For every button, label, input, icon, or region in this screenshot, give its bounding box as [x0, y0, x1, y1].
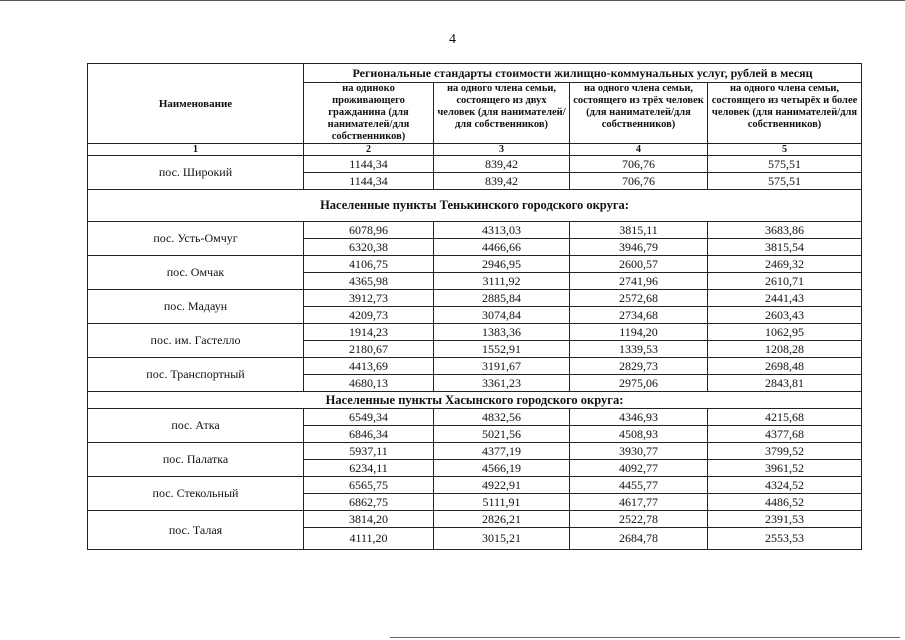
cost-cell: 3946,79 — [570, 239, 708, 256]
cost-cell: 4365,98 — [304, 273, 434, 290]
cost-cell: 5021,56 — [434, 426, 570, 443]
cost-cell: 4346,93 — [570, 409, 708, 426]
header-number: 5 — [708, 144, 862, 156]
header-number: 1 — [88, 144, 304, 156]
table-row — [88, 477, 862, 494]
cost-cell: 6565,75 — [304, 477, 434, 494]
cost-cell: 2180,67 — [304, 341, 434, 358]
cost-cell: 2684,78 — [570, 528, 708, 550]
settlement-name: пос. Талая — [88, 511, 304, 550]
cost-cell: 6320,38 — [304, 239, 434, 256]
header-number: 3 — [434, 144, 570, 156]
cost-cell: 3074,84 — [434, 307, 570, 324]
cost-cell: 4209,73 — [304, 307, 434, 324]
cost-cell: 3015,21 — [434, 528, 570, 550]
cost-cell: 4832,56 — [434, 409, 570, 426]
page-number: 4 — [449, 32, 456, 47]
cost-cell: 4455,77 — [570, 477, 708, 494]
cost-cell: 1383,36 — [434, 324, 570, 341]
settlement-name: пос. им. Гастелло — [88, 324, 304, 358]
cost-cell: 1339,53 — [570, 341, 708, 358]
cost-cell: 706,76 — [570, 173, 708, 190]
cost-cell: 2698,48 — [708, 358, 862, 375]
cost-cell: 2843,81 — [708, 375, 862, 392]
cost-cell: 2469,32 — [708, 256, 862, 273]
cost-cell: 839,42 — [434, 173, 570, 190]
table-row — [88, 358, 862, 375]
cost-cell: 5111,91 — [434, 494, 570, 511]
cost-cell: 4413,69 — [304, 358, 434, 375]
cost-cell: 4922,91 — [434, 477, 570, 494]
section-title: Населенные пункты Тенькинского городского округа: — [88, 190, 862, 222]
cost-cell: 4092,77 — [570, 460, 708, 477]
cost-cell: 4680,13 — [304, 375, 434, 392]
cost-cell: 3799,52 — [708, 443, 862, 460]
cost-cell: 2522,78 — [570, 511, 708, 528]
cost-cell: 2603,43 — [708, 307, 862, 324]
table-row — [88, 511, 862, 528]
cost-cell: 6862,75 — [304, 494, 434, 511]
cost-cell: 2885,84 — [434, 290, 570, 307]
header-col-three: на одного члена семьи, состоящего из трёх человек (для нанимателей/для собственников) — [570, 83, 708, 144]
cost-cell: 6549,34 — [304, 409, 434, 426]
cost-cell: 2600,57 — [570, 256, 708, 273]
cost-cell: 1914,23 — [304, 324, 434, 341]
cost-cell: 4566,19 — [434, 460, 570, 477]
header-number: 4 — [570, 144, 708, 156]
cost-cell: 2829,73 — [570, 358, 708, 375]
cost-cell: 3191,67 — [434, 358, 570, 375]
bottom-rule — [390, 637, 900, 638]
section-title: Населенные пункты Хасынского городского округа: — [88, 392, 862, 409]
cost-cell: 2741,96 — [570, 273, 708, 290]
cost-cell: 2946,95 — [434, 256, 570, 273]
cost-cell: 3361,23 — [434, 375, 570, 392]
settlement-name: пос. Транспортный — [88, 358, 304, 392]
header-name: Наименование — [88, 64, 304, 144]
top-rule — [0, 0, 905, 1]
cost-cell: 2975,06 — [570, 375, 708, 392]
cost-cell: 3930,77 — [570, 443, 708, 460]
header-col-single: на одиноко проживающего гражданина (для нанимателей/для собственников) — [304, 83, 434, 144]
cost-cell: 1144,34 — [304, 173, 434, 190]
cost-cell: 5937,11 — [304, 443, 434, 460]
cost-cell: 4486,52 — [708, 494, 862, 511]
table-row — [88, 443, 862, 460]
cost-cell: 3912,73 — [304, 290, 434, 307]
settlement-name: пос. Атка — [88, 409, 304, 443]
table-row — [88, 222, 862, 239]
cost-cell: 1194,20 — [570, 324, 708, 341]
table-row — [88, 290, 862, 307]
settlement-name: пос. Палатка — [88, 443, 304, 477]
cost-cell: 4324,52 — [708, 477, 862, 494]
table-row — [88, 324, 862, 341]
cost-cell: 4313,03 — [434, 222, 570, 239]
cost-cell: 4508,93 — [570, 426, 708, 443]
header-col-four: на одного члена семьи, состоящего из четырёх и более человек (для нанимателей/для собственников) — [708, 83, 862, 144]
cost-cell: 3111,92 — [434, 273, 570, 290]
cost-cell: 575,51 — [708, 156, 862, 173]
cost-cell: 4111,20 — [304, 528, 434, 550]
cost-cell: 4617,77 — [570, 494, 708, 511]
cost-cell: 2391,53 — [708, 511, 862, 528]
table-body — [88, 156, 862, 550]
header-number: 2 — [304, 144, 434, 156]
table-row — [88, 256, 862, 273]
cost-cell: 4377,68 — [708, 426, 862, 443]
cost-cell: 1552,91 — [434, 341, 570, 358]
cost-cell: 1208,28 — [708, 341, 862, 358]
settlement-name: пос. Омчак — [88, 256, 304, 290]
settlement-name: пос. Усть-Омчуг — [88, 222, 304, 256]
settlement-name: пос. Стекольный — [88, 477, 304, 511]
cost-cell: 3683,86 — [708, 222, 862, 239]
settlement-name: пос. Мадаун — [88, 290, 304, 324]
cost-cell: 1062,95 — [708, 324, 862, 341]
cost-cell: 1144,34 — [304, 156, 434, 173]
table-row — [88, 409, 862, 426]
table-row — [88, 156, 862, 173]
cost-cell: 839,42 — [434, 156, 570, 173]
cost-cell: 706,76 — [570, 156, 708, 173]
cost-cell: 6846,34 — [304, 426, 434, 443]
cost-cell: 4215,68 — [708, 409, 862, 426]
cost-cell: 4466,66 — [434, 239, 570, 256]
cost-cell: 3961,52 — [708, 460, 862, 477]
cost-cell: 6078,96 — [304, 222, 434, 239]
header-group-title: Региональные стандарты стоимости жилищно-коммунальных услуг, рублей в месяц — [304, 64, 862, 83]
cost-cell: 3815,54 — [708, 239, 862, 256]
cost-cell: 2610,71 — [708, 273, 862, 290]
cost-cell: 2441,43 — [708, 290, 862, 307]
cost-cell: 575,51 — [708, 173, 862, 190]
cost-cell: 4377,19 — [434, 443, 570, 460]
settlement-name: пос. Широкий — [88, 156, 304, 190]
cost-cell: 3814,20 — [304, 511, 434, 528]
header-col-two: на одного члена семьи, состоящего из двух человек (для нанимателей/для собственников) — [434, 83, 570, 144]
cost-cell: 2553,53 — [708, 528, 862, 550]
cost-cell: 3815,11 — [570, 222, 708, 239]
housing-cost-table — [87, 63, 862, 550]
cost-cell: 4106,75 — [304, 256, 434, 273]
cost-cell: 6234,11 — [304, 460, 434, 477]
cost-cell: 2734,68 — [570, 307, 708, 324]
cost-cell: 2572,68 — [570, 290, 708, 307]
cost-cell: 2826,21 — [434, 511, 570, 528]
